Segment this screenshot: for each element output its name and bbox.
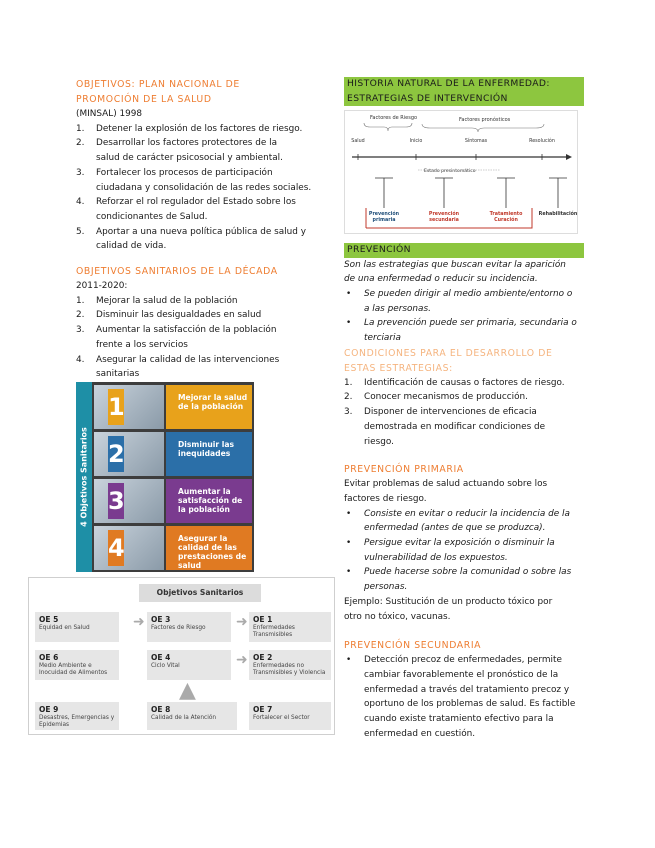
- level-label: Prevención: [368, 212, 400, 217]
- infographic-side-title: [76, 382, 92, 572]
- row-photo: [94, 385, 164, 429]
- item-line: a las personas.: [364, 303, 431, 314]
- factores-pronosticos-label: Factores pronósticos: [459, 117, 511, 123]
- primaria-bullet: [344, 565, 584, 594]
- prevencion-bullet: [344, 287, 584, 316]
- item-line: Aumentar la satisfacción de la población: [96, 325, 277, 336]
- objective-code: OE 4: [151, 653, 171, 662]
- row-number: 2: [108, 436, 124, 472]
- natural-history-diagram: [344, 110, 578, 234]
- sanitarios-item: [76, 353, 326, 382]
- secundaria-bullets: [344, 653, 584, 741]
- row-label: Asegurar la calidad de las prestaciones de salud: [166, 526, 252, 570]
- sanitarios-heading: OBJETIVOS SANITARIOS DE LA DÉCADA: [76, 266, 278, 278]
- objective-text: Desastres, Emergencias y Epidemias: [39, 715, 115, 728]
- text-line: otro no tóxico, vacunas.: [344, 611, 451, 622]
- arrow-right-icon: ➜: [236, 652, 248, 668]
- item-line: vulnerabilidad de los expuestos.: [364, 552, 508, 563]
- level-label: primaria: [372, 218, 396, 223]
- objective-cell: [249, 702, 331, 730]
- text-line: de una enfermedad o reducir su incidencia.: [344, 274, 538, 285]
- text-line: Evitar problemas de salud actuando sobre los: [344, 479, 548, 490]
- sanitarios-item: [76, 294, 326, 309]
- objective-code: OE 2: [253, 653, 273, 662]
- item-line: La prevención puede ser primaria, secundaria o: [364, 318, 577, 329]
- diagram-title: Objetivos Sanitarios: [139, 584, 261, 602]
- plan-item: [76, 136, 326, 165]
- timeline-label: Inicio: [409, 139, 423, 144]
- item-line: Mejorar la salud de la población: [96, 295, 238, 306]
- condiciones-line: ESTAS ESTRATEGIAS:: [344, 362, 453, 374]
- plan-item: [76, 122, 326, 137]
- level-label: secundaria: [429, 218, 459, 223]
- row-photo: [94, 526, 164, 570]
- item-line: Fortalecer los procesos de participación: [96, 167, 273, 178]
- primaria-bullet: [344, 507, 584, 536]
- bullet-icon: •: [346, 567, 352, 578]
- item-line: Detener la explosión de los factores de riesgo.: [96, 123, 303, 134]
- primaria-bullets: [344, 507, 584, 595]
- sanitarios-item: [76, 308, 326, 323]
- objective-code: OE 1: [253, 615, 273, 624]
- item-number: 3.: [344, 407, 353, 418]
- item-line: Consiste en evitar o reducir la incidencia de la: [364, 508, 570, 519]
- item-line: enfermedad a través del tratamiento precoz y: [364, 684, 570, 695]
- bullet-icon: •: [346, 288, 352, 299]
- infographic-row: [94, 385, 252, 429]
- item-number: 1.: [344, 377, 353, 388]
- plan-item: [76, 166, 326, 195]
- right-column: [344, 77, 584, 106]
- objective-cell: [147, 612, 231, 642]
- arrow-right-icon: ➜: [133, 614, 145, 630]
- objetivos-sanitarios-diagram: [28, 577, 335, 735]
- plan-source: (MINSAL) 1998: [76, 109, 143, 119]
- objective-code: OE 9: [39, 705, 59, 714]
- item-line: Identificación de causas o factores de riesgo.: [364, 377, 565, 388]
- objective-code: OE 6: [39, 653, 59, 662]
- item-line: oportuno de los problemas de salud. Es factible: [364, 699, 576, 710]
- objective-cell: [249, 612, 331, 642]
- row-number: 4: [108, 530, 124, 566]
- item-line: enfermedad en cuestión.: [364, 728, 476, 739]
- row-number: 1: [108, 389, 124, 425]
- item-line: Reforzar el rol regulador del Estado sobre los: [96, 197, 296, 208]
- item-number: 3.: [76, 325, 85, 336]
- item-line: terciaria: [364, 333, 401, 344]
- condiciones-heading: [344, 346, 584, 376]
- objective-cell: [35, 612, 119, 642]
- arrow-up-icon: ▲: [179, 678, 196, 703]
- infographic-row: [94, 479, 252, 523]
- side-title-text: 4 Objetivos Sanitarios: [79, 427, 89, 527]
- objective-cell: [35, 650, 119, 680]
- item-line: personas.: [364, 582, 408, 593]
- row-label: Aumentar la satisfacción de la población: [166, 479, 252, 523]
- prevencion-heading: PREVENCIÓN: [344, 243, 584, 258]
- row-label: Disminuir las inequidades: [166, 432, 252, 476]
- item-line: condicionantes de Salud.: [96, 211, 208, 222]
- condiciones-item: [344, 376, 584, 391]
- right-column-text: [344, 243, 584, 741]
- item-line: Persigue evitar la exposición o disminuir la: [364, 538, 555, 549]
- objective-cell: [35, 702, 119, 730]
- item-number: 2.: [76, 138, 85, 149]
- sanitarios-item: [76, 323, 326, 352]
- primaria-bullet: [344, 536, 584, 565]
- item-line: Puede hacerse sobre la comunidad o sobre las: [364, 567, 572, 578]
- prevencion-bullets: [344, 287, 584, 346]
- level-label: Rehabilitación: [538, 212, 578, 217]
- item-number: 1.: [76, 123, 85, 134]
- historia-line: HISTORIA NATURAL DE LA ENFERMEDAD:: [347, 78, 550, 89]
- secundaria-heading: PREVENCIÓN SECUNDARIA: [344, 640, 482, 652]
- sanitarios-years: 2011-2020:: [76, 281, 128, 292]
- secundaria-bullet: [344, 653, 584, 741]
- plan-heading-line: OBJETIVOS: PLAN NACIONAL DE: [76, 79, 240, 90]
- objective-code: OE 5: [39, 615, 59, 624]
- objective-cell: [147, 702, 237, 730]
- sanitarios-list: [76, 294, 326, 382]
- historia-heading: [344, 77, 584, 106]
- estado-label: Estado presintomático: [424, 169, 476, 174]
- item-line: calidad de vida.: [96, 241, 167, 252]
- item-line: salud de carácter psicosocial y ambiental.: [96, 153, 283, 164]
- plan-heading: [76, 77, 326, 107]
- objective-cell: [147, 650, 231, 680]
- objective-code: OE 7: [253, 705, 273, 714]
- bullet-icon: •: [346, 538, 352, 549]
- item-number: 3.: [76, 167, 85, 178]
- prevencion-text: [344, 258, 584, 287]
- bullet-icon: •: [346, 655, 352, 666]
- plan-heading-line: PROMOCIÓN DE LA SALUD: [76, 94, 212, 105]
- primaria-text: [344, 477, 584, 506]
- item-number: 5.: [76, 226, 85, 237]
- item-line: Aportar a una nueva política pública de salud y: [96, 226, 306, 237]
- objective-text: Factores de Riesgo: [151, 625, 206, 631]
- item-line: Disminuir las desigualdades en salud: [96, 310, 262, 321]
- objective-text: Ciclo Vital: [151, 663, 180, 669]
- item-line: Se pueden dirigir al medio ambiente/entorno o: [364, 288, 573, 299]
- item-line: ciudadana y consolidación de las redes sociales.: [96, 182, 312, 193]
- prevencion-bullet: [344, 316, 584, 345]
- level-label: Tratamiento: [489, 212, 523, 217]
- plan-item: [76, 225, 326, 254]
- objective-code: OE 3: [151, 615, 171, 624]
- objective-cell: [249, 650, 331, 680]
- text-line: factores de riesgo.: [344, 493, 427, 504]
- bullet-icon: •: [346, 318, 352, 329]
- item-line: Conocer mecanismos de producción.: [364, 392, 528, 403]
- item-line: frente a los servicios: [96, 339, 188, 350]
- item-line: Asegurar la calidad de las intervenciones: [96, 354, 280, 365]
- objective-text: Fortalecer el Sector: [253, 715, 310, 721]
- bullet-icon: •: [346, 508, 352, 519]
- row-photo: [94, 479, 164, 523]
- item-line: riesgo.: [364, 436, 394, 447]
- objective-text: Medio Ambiente e Inocuidad de Alimentos: [39, 663, 108, 676]
- timeline-label: Síntomas: [464, 139, 488, 144]
- row-photo: [94, 432, 164, 476]
- infographic-row: [94, 432, 252, 476]
- item-line: sanitarias: [96, 369, 140, 380]
- item-number: 4.: [76, 354, 85, 365]
- condiciones-item: [344, 405, 584, 449]
- item-line: demostrada en modificar condiciones de: [364, 421, 546, 432]
- left-column: [76, 77, 326, 382]
- historia-line: ESTRATEGIAS DE INTERVENCIÓN: [347, 92, 508, 104]
- plan-item: [76, 195, 326, 224]
- row-number: 3: [108, 483, 124, 519]
- timeline-label: Resolución: [529, 139, 555, 144]
- text-line: Ejemplo: Sustitución de un producto tóxico por: [344, 596, 553, 607]
- condiciones-item: [344, 390, 584, 405]
- level-label: Curación: [494, 218, 518, 223]
- item-number: 1.: [76, 295, 85, 306]
- arrow-right-icon: ➜: [236, 614, 248, 630]
- item-line: enfermedad (antes de que se produzca).: [364, 523, 546, 534]
- objective-text: Equidad en Salud: [39, 625, 90, 631]
- condiciones-line: CONDICIONES PARA EL DESARROLLO DE: [344, 347, 553, 359]
- item-line: cuando existe tratamiento efectivo para la: [364, 714, 554, 725]
- objetivos-infographic: [76, 382, 254, 572]
- timeline-label: Salud: [351, 139, 365, 144]
- condiciones-list: [344, 376, 584, 450]
- level-label: Prevención: [428, 212, 460, 217]
- item-number: 2.: [76, 310, 85, 321]
- objective-text: Enfermedades no Transmisibles y Violencia: [253, 663, 326, 676]
- item-line: Disponer de intervenciones de eficacia: [364, 407, 537, 418]
- item-line: Detección precoz de enfermedades, permite: [364, 655, 562, 666]
- primaria-example: [344, 595, 584, 624]
- objective-text: Calidad de la Atención: [151, 715, 217, 721]
- factores-riesgo-label: Factores de Riesgo: [370, 115, 418, 121]
- row-label: Mejorar la salud de la población: [166, 385, 252, 429]
- objective-code: OE 8: [151, 705, 171, 714]
- objective-text: Enfermedades Transmisibles: [253, 625, 295, 638]
- item-number: 4.: [76, 197, 85, 208]
- item-number: 2.: [344, 392, 353, 403]
- infographic-row: [94, 526, 252, 570]
- plan-list: [76, 122, 326, 254]
- item-line: cambiar favorablemente el pronóstico de la: [364, 669, 559, 680]
- item-line: Desarrollar los factores protectores de la: [96, 138, 278, 149]
- text-line: Son las estrategias que buscan evitar la aparición: [344, 259, 566, 270]
- primaria-heading: PREVENCIÓN PRIMARIA: [344, 464, 464, 476]
